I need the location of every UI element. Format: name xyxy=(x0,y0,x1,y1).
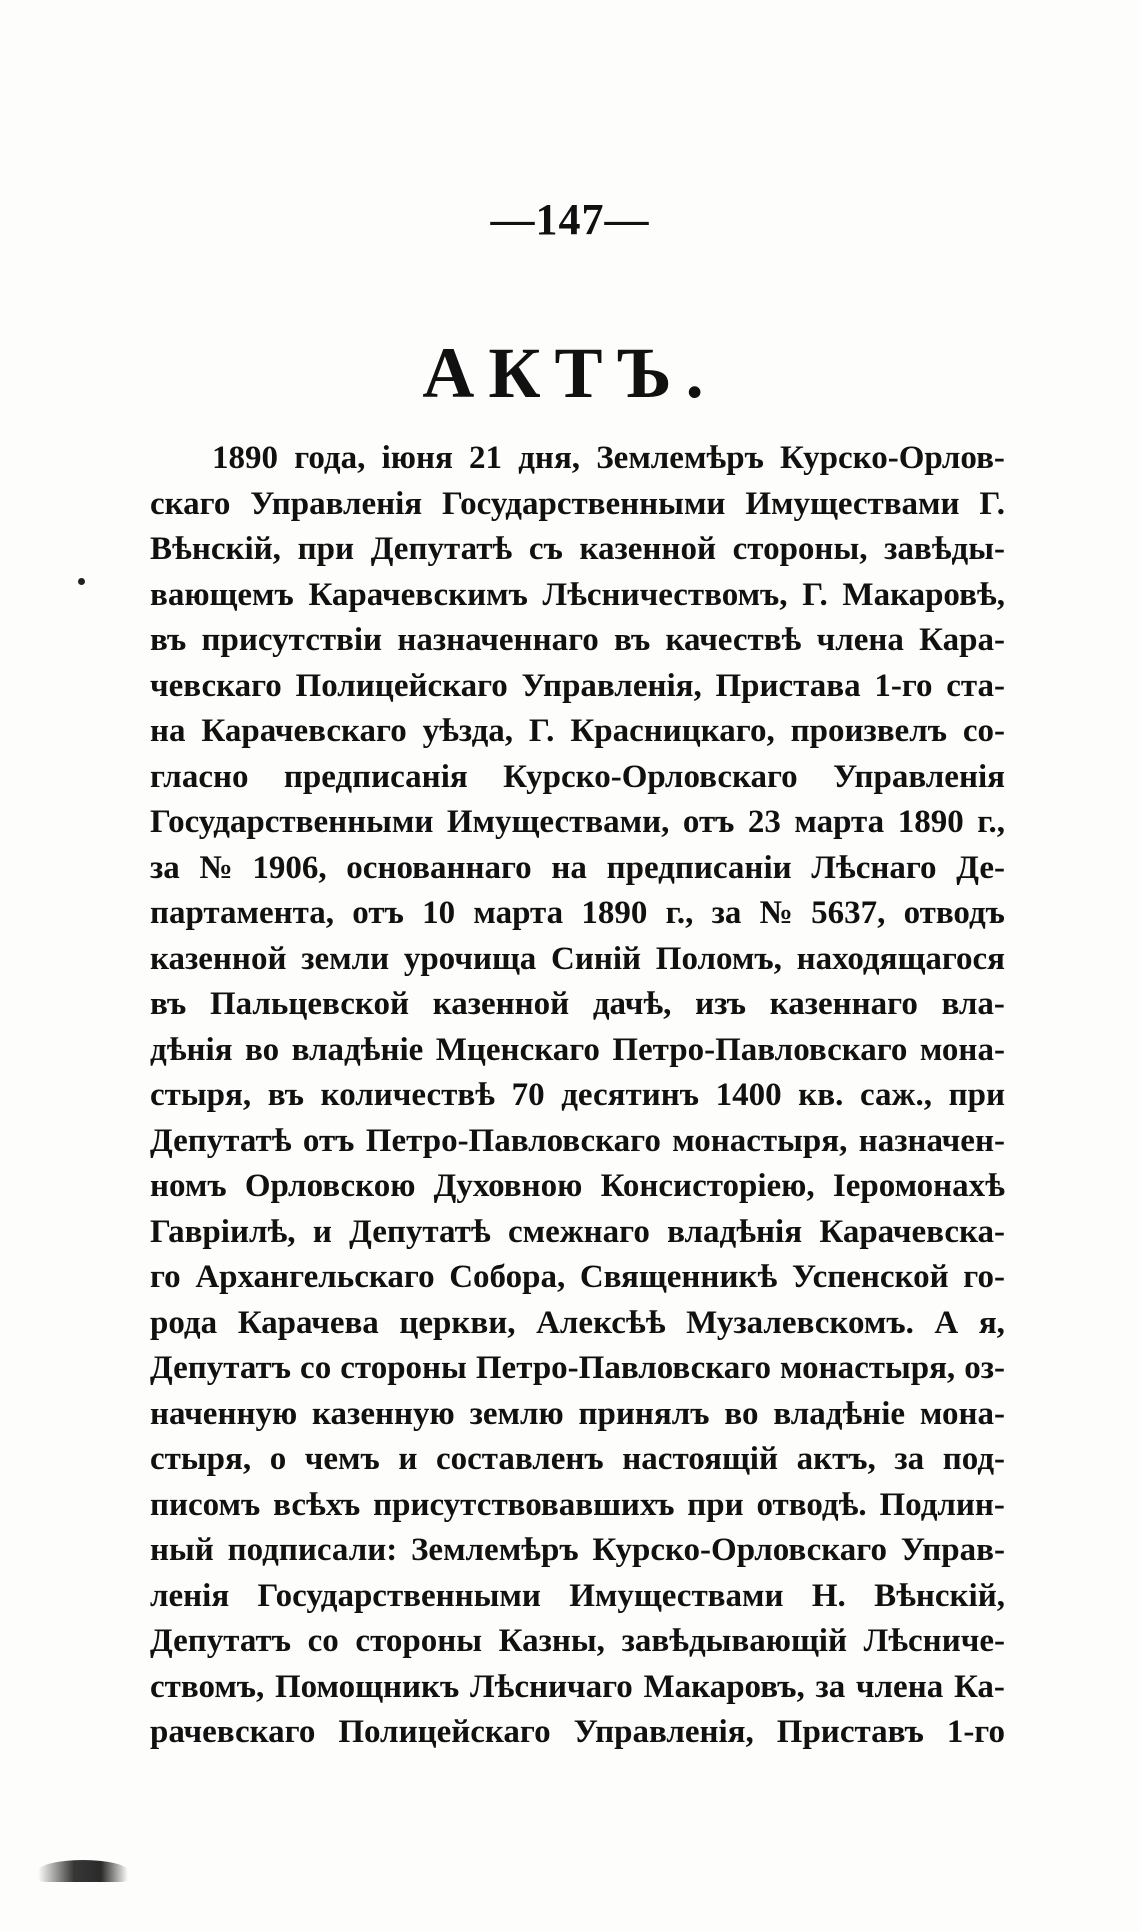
text-line: стыря, о чемъ и составленъ настоящій актъ, за под- xyxy=(150,1441,1005,1477)
document-title: АКТЪ. xyxy=(422,333,718,413)
text-line: писомъ всѣхъ присутствовавшихъ при отводѣ. Подлин- xyxy=(150,1486,1005,1523)
text-line: въ присутствіи назначеннаго въ качествѣ члена Кара- xyxy=(150,622,1005,658)
text-line: гласно предписанія Курско-Орловскаго Управленія xyxy=(150,758,1005,795)
text-line: казенной земли урочища Синій Поломъ, находящагося xyxy=(150,940,1005,977)
text-line: Депутатѣ отъ Петро-Павловскаго монастыря, назначен- xyxy=(150,1122,1005,1159)
text-line: ствомъ, Помощникъ Лѣсничаго Макаровъ, за члена Ка- xyxy=(150,1668,1005,1705)
text-line: стыря, въ количествѣ 70 десятинъ 1400 кв. саж., при xyxy=(150,1077,1005,1113)
text-line: Вѣнскій, при Депутатѣ съ казенной стороны, завѣды- xyxy=(150,531,1005,567)
text-line: скаго Управленія Государственными Имуществами Г. xyxy=(150,485,1005,522)
text-line: Гавріилѣ, и Депутатѣ смежнаго владѣнія Карачевска- xyxy=(150,1213,1005,1250)
text-line: въ Пальцевской казенной дачѣ, изъ казеннаго вла- xyxy=(150,986,1005,1022)
text-line: ленія Государственными Имуществами Н. Вѣнскій, xyxy=(150,1577,1005,1614)
text-line: партамента, отъ 10 марта 1890 г., за № 5637, отводъ xyxy=(150,895,1005,931)
text-line: чевскаго Полицейскаго Управленія, Пристава 1-го ста- xyxy=(150,667,1005,704)
text-line: за № 1906, основаннаго на предписаніи Лѣснаго Де- xyxy=(150,849,1005,886)
page-number: —147— xyxy=(490,195,650,244)
text-line: дѣнія во владѣніе Мценскаго Петро-Павловскаго мона- xyxy=(150,1031,1005,1068)
document-body xyxy=(150,436,1005,1756)
print-speck xyxy=(78,578,85,585)
ink-smudge xyxy=(38,1860,128,1882)
text-line: Депутатъ со стороны Петро-Павловскаго монастыря, оз- xyxy=(150,1350,1005,1386)
text-line: вающемъ Карачевскимъ Лѣсничествомъ, Г. Макаровѣ, xyxy=(150,576,1005,613)
text-line: Государственными Имуществами, отъ 23 марта 1890 г., xyxy=(150,804,1005,840)
text-line: го Архангельскаго Собора, Священникѣ Успенской го- xyxy=(150,1259,1005,1295)
text-line: рачевскаго Полицейскаго Управленія, Приставъ 1-го xyxy=(150,1714,1005,1750)
text-line: наченную казенную землю принялъ во владѣніе мона- xyxy=(150,1395,1005,1432)
text-line: ный подписали: Землемѣръ Курско-Орловскаго Управ- xyxy=(150,1532,1005,1568)
text-line: на Карачевскаго уѣзда, Г. Красницкаго, произвелъ со- xyxy=(150,713,1005,749)
text-line: рода Карачева церкви, Алексѣѣ Музалевскомъ. А я, xyxy=(150,1304,1005,1341)
text-line: 1890 года, іюня 21 дня, Землемѣръ Курско-Орлов- xyxy=(212,440,1005,476)
text-line: Депутатъ со стороны Казны, завѣдывающій Лѣсниче- xyxy=(150,1623,1005,1659)
text-line: номъ Орловскою Духовною Консисторіею, Іеромонахѣ xyxy=(150,1168,1005,1204)
